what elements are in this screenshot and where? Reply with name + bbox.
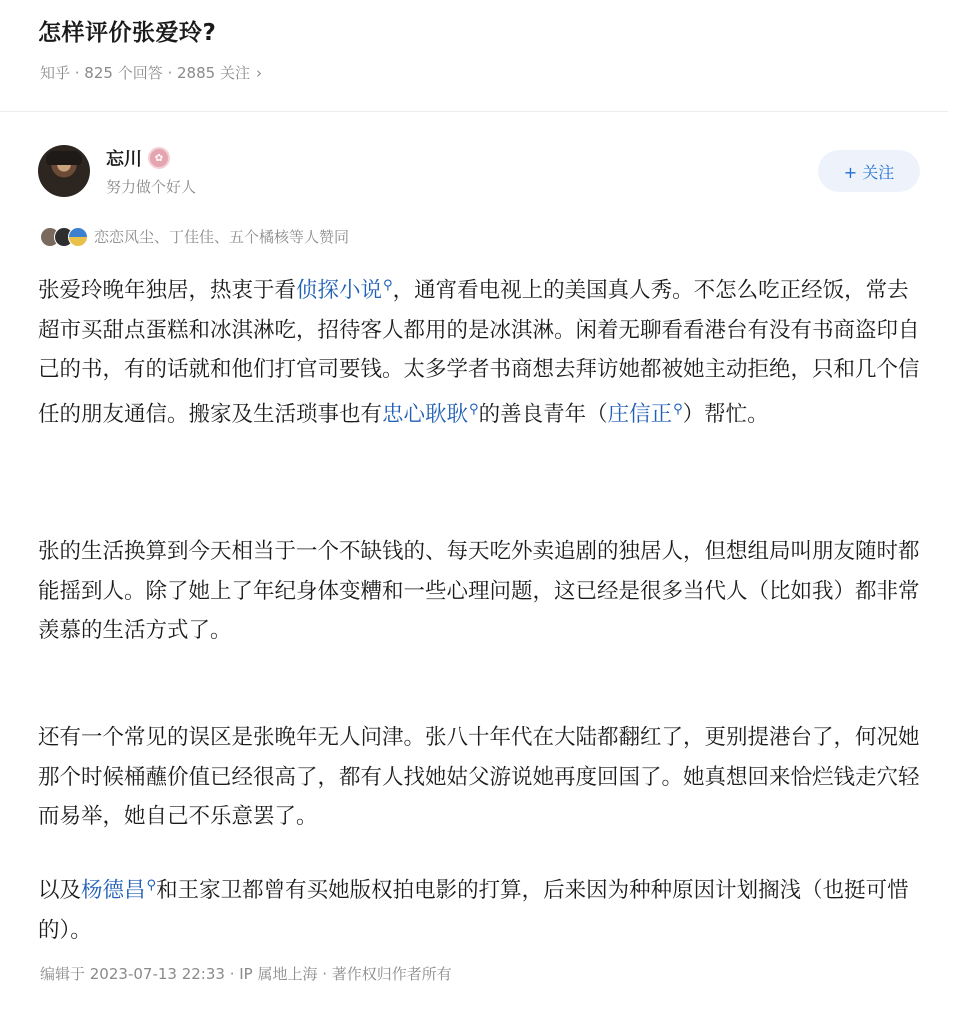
text-span: 和王家卫都曾有买她版权拍电影的打算，后来因为种种原因计划搁浅（也挺可惜的）。 — [38, 878, 909, 943]
link-text[interactable]: 忠心耿耿 — [382, 401, 469, 427]
link-zhongxin[interactable] — [382, 402, 479, 427]
answer-footer: 编辑于 2023-07-13 22:33 · IP 属地上海 · 著作权归作者所有 — [40, 965, 452, 983]
question-meta-text: 知乎 · 825 个回答 · 2885 关注 — [40, 64, 250, 82]
link-zhuang-xinzheng[interactable] — [608, 402, 683, 427]
author-bio: 努力做个好人 — [106, 178, 197, 196]
answer-paragraph: 还有一个常见的误区是张晚年无人问津。张八十年代在大陆都翻红了，更别提港台了，何况她那个时候桶蘸价值已经很高了，都有人找她姑父游说她再度回国了。她真想回来恰烂钱走穴轻而易举，她自己不乐意罢了。 — [38, 725, 920, 829]
text-span: ）帮忙。 — [682, 401, 769, 427]
question-meta[interactable] — [40, 62, 262, 83]
link-text[interactable]: 杨德昌 — [81, 878, 146, 904]
answer-paragraph — [38, 866, 928, 950]
author-name-row[interactable] — [106, 145, 170, 171]
text-span: 张爱玲晚年独居，热衷于看 — [38, 278, 297, 304]
follow-button[interactable]: + 关注 — [818, 150, 920, 192]
link-text[interactable]: 侦探小说 — [296, 278, 383, 304]
link-yang-dechang[interactable] — [81, 878, 156, 903]
answer-paragraph — [38, 266, 928, 434]
search-icon: ⚲ — [146, 878, 157, 893]
text-span: ，通宵看电视上的美国真人秀。不怎么吃正经饭，常去超市买甜点蛋糕和冰淇淋吃，招待客人都用的是冰淇淋。闲着无聊看看港台有没有书商盗印自己的书，有的话就和他们打官司要钱。太多学者书商想去拜访她都被她主动拒绝，只和几个信任的朋友通信。搬家及生活琐事也有 — [38, 278, 920, 427]
search-icon: ⚲ — [469, 401, 479, 417]
search-icon: ⚲ — [383, 278, 393, 293]
voters-row[interactable] — [40, 226, 349, 247]
search-icon: ⚲ — [673, 401, 683, 417]
voters-text: 恋恋风尘、丁佳佳、五个橘核等人赞同 — [94, 228, 350, 246]
link-detective-novel[interactable] — [296, 278, 393, 303]
link-text[interactable]: 庄信正 — [607, 401, 673, 427]
question-title[interactable]: 怎样评价张爱玲? — [38, 20, 217, 46]
avatar[interactable] — [38, 145, 90, 197]
text-span: 以及 — [38, 878, 82, 904]
badge-icon: ✿ — [148, 147, 170, 169]
chevron-right-icon: › — [255, 63, 262, 82]
divider — [0, 111, 948, 112]
answer-paragraph: 张的生活换算到今天相当于一个不缺钱的、每天吃外卖追剧的独居人，但想组局叫朋友随时都能摇到人。除了她上了年纪身体变糟和一些心理问题，这已经是很多当代人（比如我）都非常羡慕的生活方式了。 — [38, 539, 920, 643]
text-span: 的善良青年（ — [478, 401, 608, 427]
voter-avatar — [68, 227, 88, 247]
author-name[interactable]: 忘川 — [106, 149, 142, 170]
